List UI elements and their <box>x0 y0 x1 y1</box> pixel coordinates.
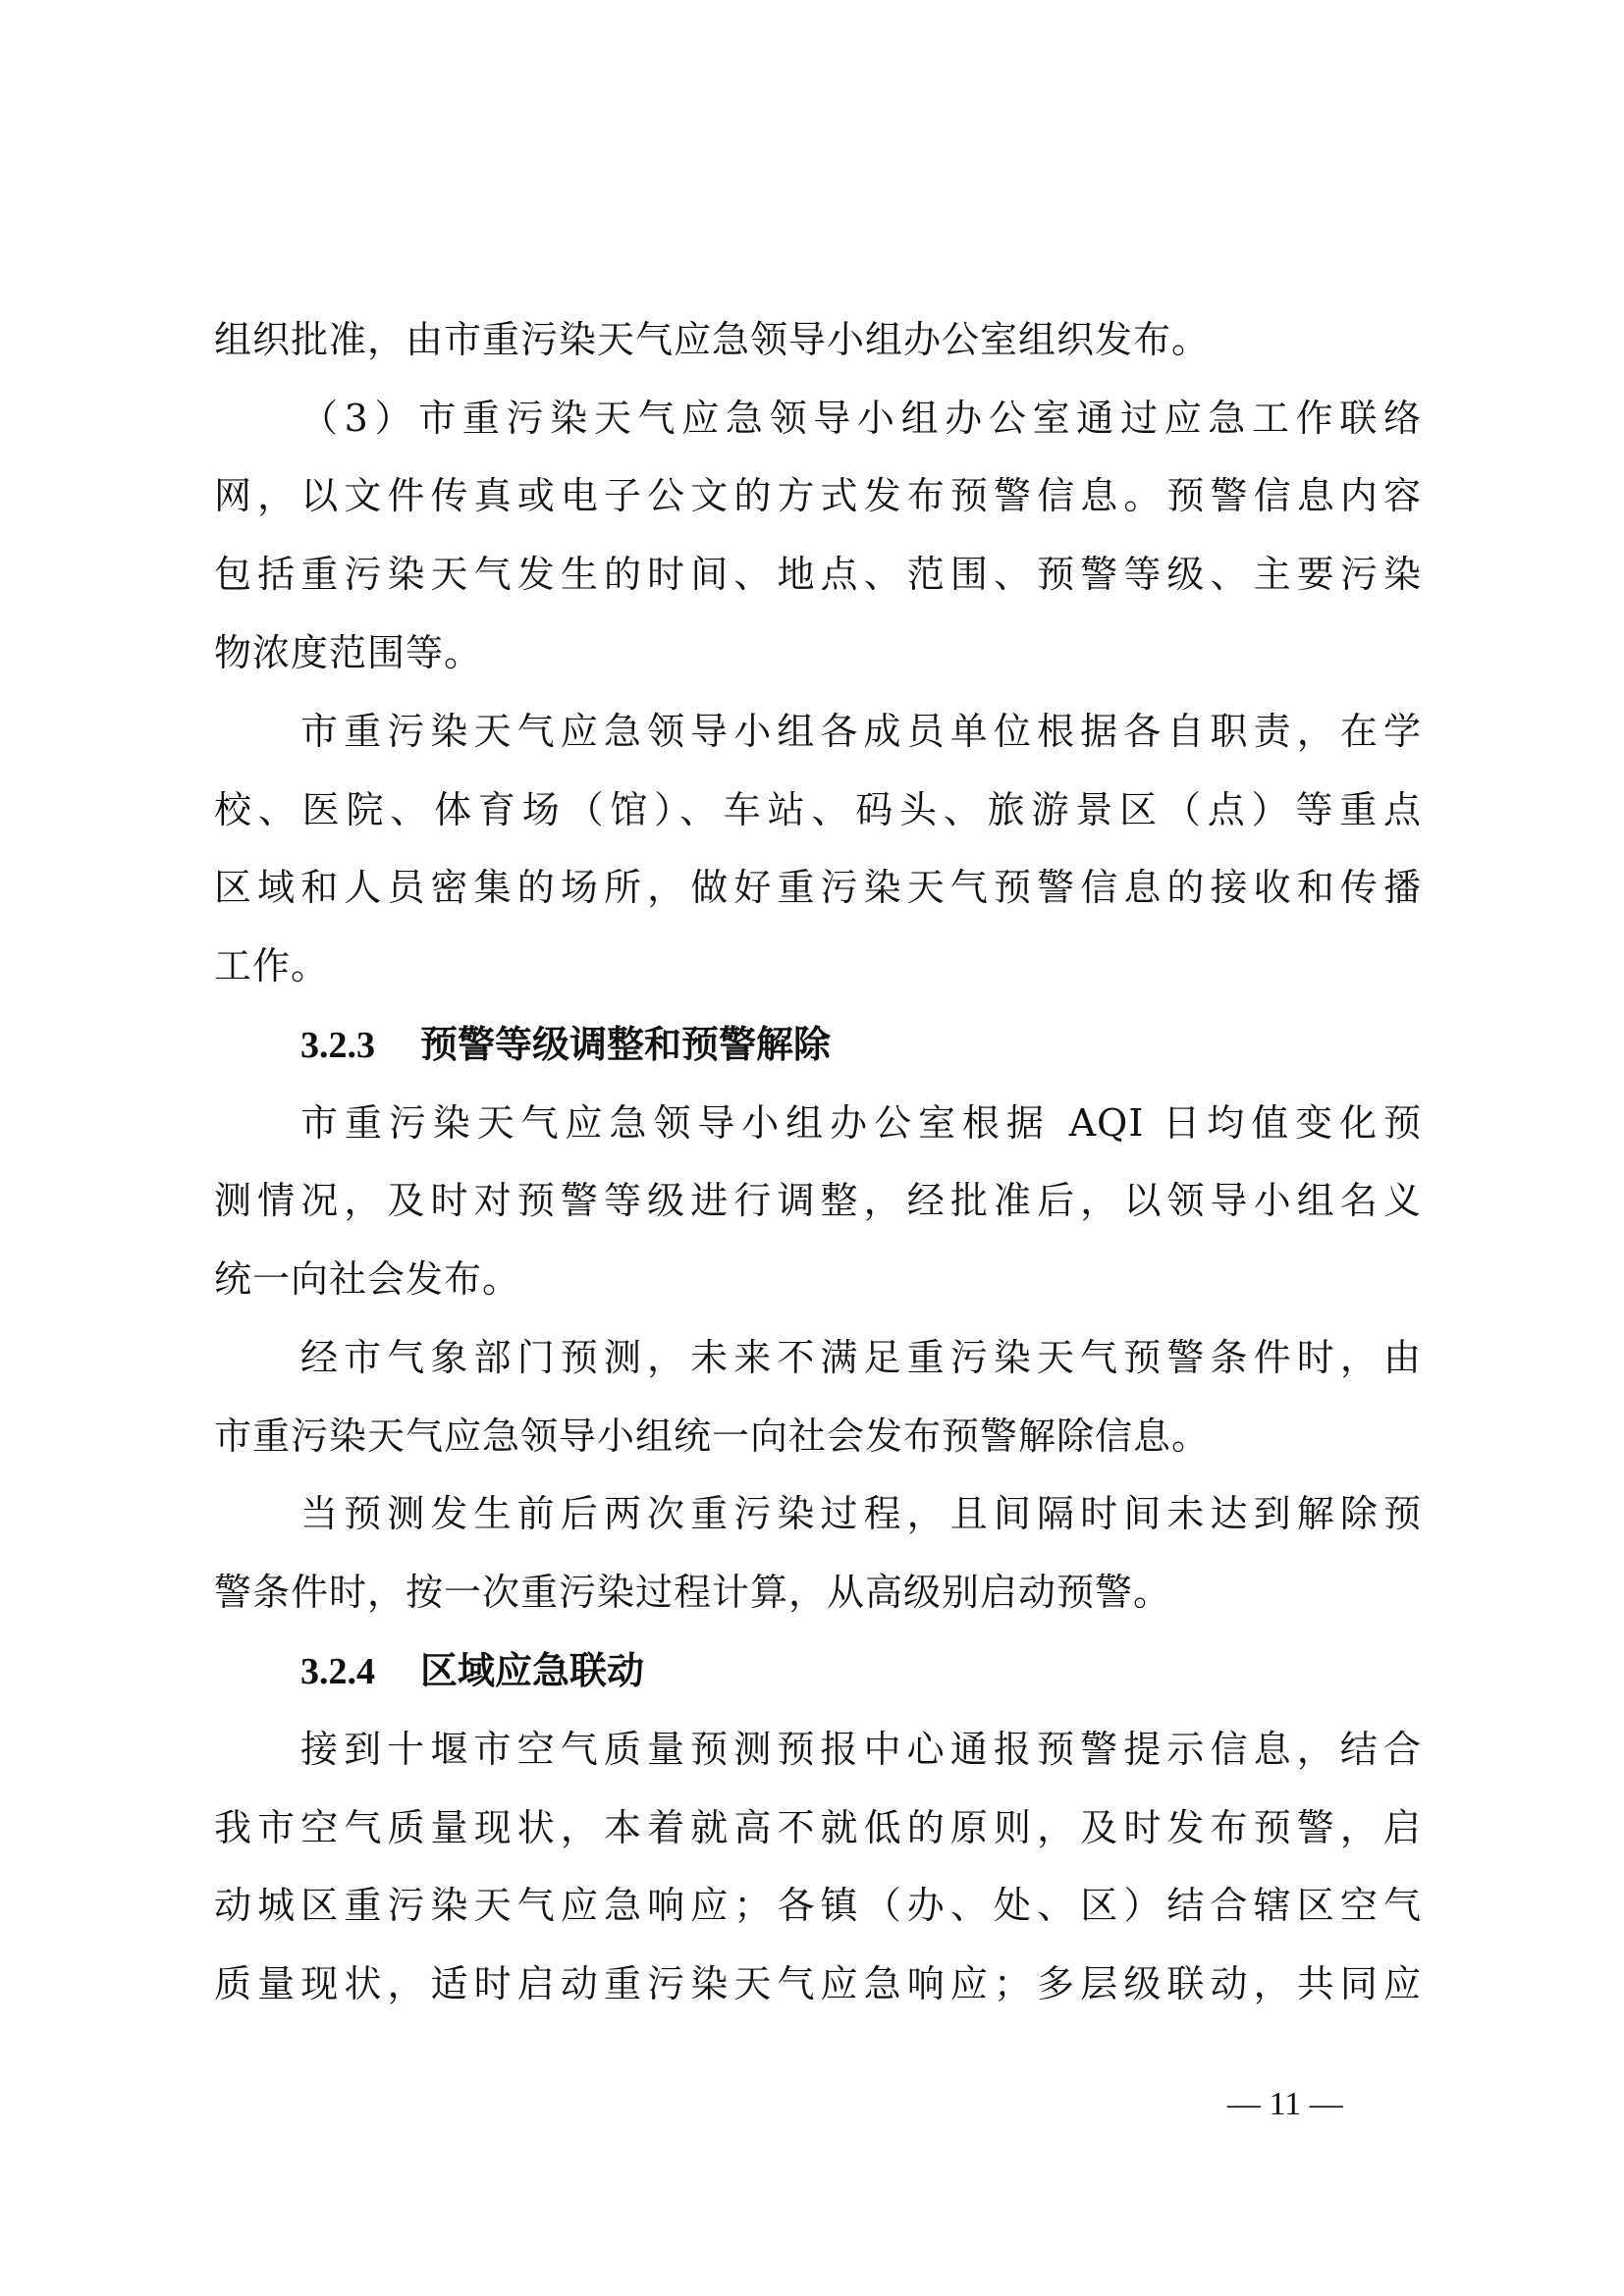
section-number: 3.2.3 <box>300 1025 375 1066</box>
paragraph-line: 市重污染天气应急领导小组办公室根据 AQI 日均值变化预 <box>300 1101 1422 1145</box>
paragraph-line: 当预测发生前后两次重污染过程，且间隔时间未达到解除预 <box>300 1492 1422 1535</box>
paragraph-line: 我市空气质量现状，本着就高不就低的原则，及时发布预警，启 <box>214 1806 1422 1849</box>
paragraph-line: 经市气象部门预测，未来不满足重污染天气预警条件时，由 <box>300 1336 1422 1379</box>
paragraph-line: 网，以文件传真或电子公文的方式发布预警信息。预警信息内容 <box>214 474 1422 517</box>
section-title: 预警等级调整和预警解除 <box>420 1022 832 1066</box>
paragraph-line: 包括重污染天气发生的时间、地点、范围、预警等级、主要污染 <box>214 553 1422 596</box>
paragraph-line: 质量现状，适时启动重污染天气应急响应；多层级联动，共同应 <box>214 1962 1422 2005</box>
section-number: 3.2.4 <box>300 1651 375 1692</box>
paragraph-line: 市重污染天气应急领导小组统一向社会发布预警解除信息。 <box>214 1415 1211 1458</box>
paragraph-line: 统一向社会发布。 <box>214 1257 521 1301</box>
section-heading <box>300 1647 644 1694</box>
paragraph-line: 市重污染天气应急领导小组各成员单位根据各自职责，在学 <box>300 710 1422 753</box>
section-heading <box>300 1021 831 1068</box>
paragraph-line: 校、医院、体育场（馆）、车站、码头、旅游景区（点）等重点 <box>214 788 1422 831</box>
paragraph-line: 物浓度范围等。 <box>214 631 483 674</box>
page-number: — 11 — <box>1227 2086 1343 2122</box>
paragraph-line: （3）市重污染天气应急领导小组办公室通过应急工作联络 <box>300 397 1422 440</box>
paragraph-line: 区域和人员密集的场所，做好重污染天气预警信息的接收和传播 <box>214 866 1422 909</box>
paragraph-line: 警条件时，按一次重污染过程计算，从高级别启动预警。 <box>214 1571 1172 1614</box>
paragraph-line: 工作。 <box>214 944 330 988</box>
paragraph-line: 动城区重污染天气应急响应；各镇（办、处、区）结合辖区空气 <box>214 1884 1422 1927</box>
paragraph-line: 组织批准，由市重污染天气应急领导小组办公室组织发布。 <box>214 318 1211 361</box>
section-title: 区域应急联动 <box>420 1648 645 1692</box>
paragraph-line: 测情况，及时对预警等级进行调整，经批准后，以领导小组名义 <box>214 1179 1422 1222</box>
paragraph-line: 接到十堰市空气质量预测预报中心通报预警提示信息，结合 <box>300 1728 1422 1771</box>
